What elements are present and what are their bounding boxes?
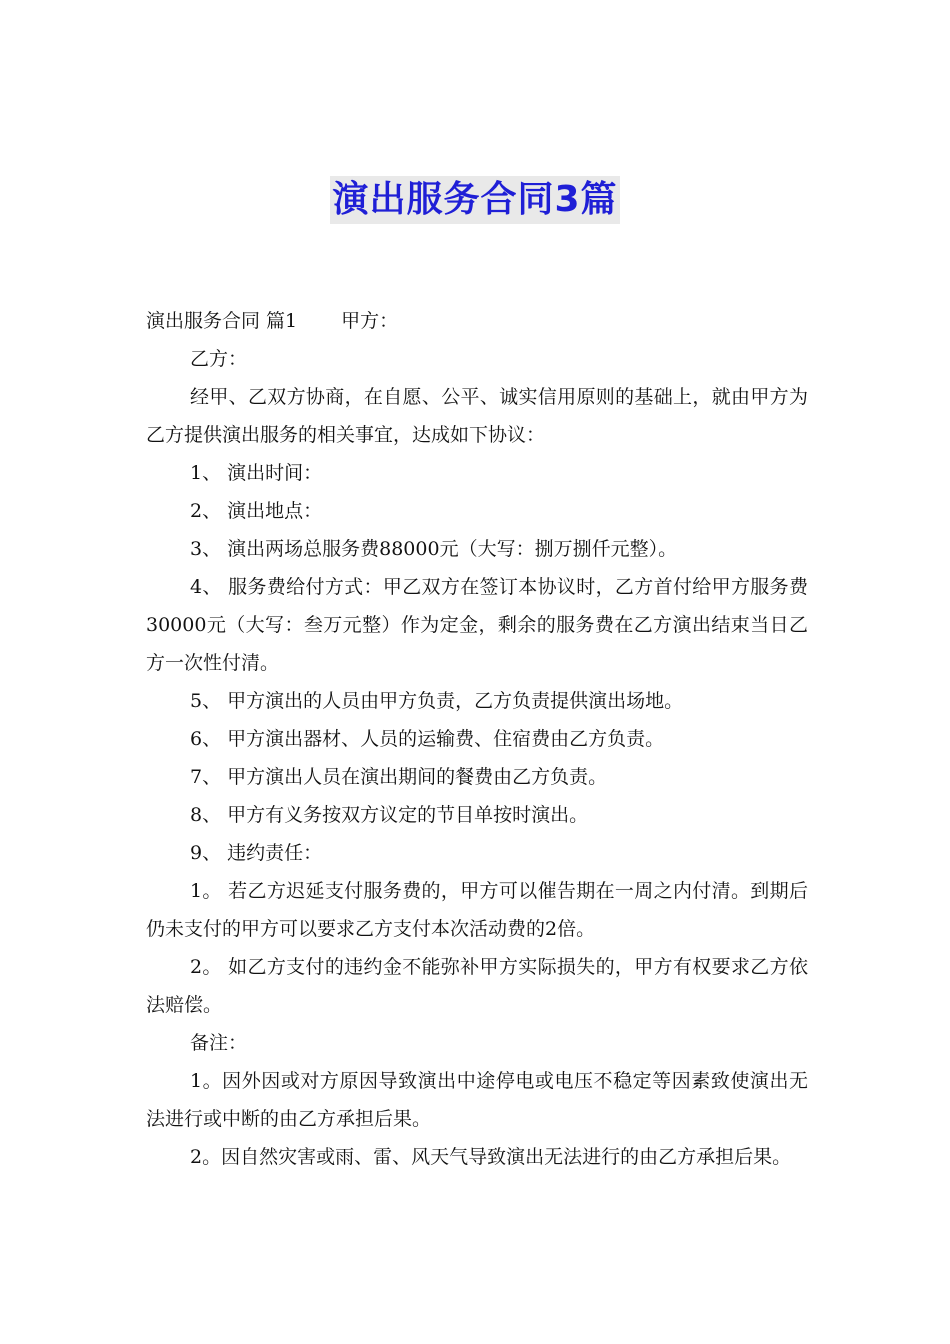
- clause-2: 2、 演出地点：: [190, 500, 323, 522]
- clause-8: 8、 甲方有义务按双方议定的节目单按时演出。: [190, 804, 589, 826]
- clause-5: 5、 甲方演出的人员由甲方负责，乙方负责提供演出场地。: [190, 690, 684, 712]
- title-wrap: [0, 176, 950, 224]
- clause-4: 4、 服务费给付方式：甲乙双方在签订本协议时，乙方首付给甲方服务费30000元（大写：叁万元整）作为定金，剩余的服务费在乙方演出结束当日乙方一次性付清。: [146, 576, 808, 674]
- remark-1: 1。因外因或对方原因导致演出中途停电或电压不稳定等因素致使演出无法进行或中断的由乙方承担后果。: [146, 1070, 808, 1130]
- clause-6: 6、 甲方演出器材、人员的运输费、住宿费由乙方负责。: [190, 728, 665, 750]
- clause-9: 9、 违约责任：: [190, 842, 323, 864]
- clause-1: 1、 演出时间：: [190, 462, 323, 484]
- clause-7: 7、 甲方演出人员在演出期间的餐费由乙方负责。: [190, 766, 608, 788]
- liability-2: 2。 如乙方支付的违约金不能弥补甲方实际损失的，甲方有权要求乙方依法赔偿。: [146, 956, 808, 1016]
- heading-line: [146, 302, 808, 340]
- paragraph-intro: 经甲、乙双方协商，在自愿、公平、诚实信用原则的基础上，就由甲方为乙方提供演出服务的相关事宜，达成如下协议：: [146, 386, 808, 446]
- party-a-label: 甲方：: [341, 310, 399, 332]
- document-title: 演出服务合同3篇: [330, 176, 619, 224]
- paragraph-party-b: 乙方：: [190, 348, 248, 370]
- liability-1: 1。 若乙方迟延支付服务费的，甲方可以催告期在一周之内付清。到期后仍未支付的甲方可以要求乙方支付本次活动费的2倍。: [146, 880, 808, 940]
- remarks-label: 备注：: [190, 1032, 248, 1054]
- section-label: 演出服务合同 篇1: [146, 310, 298, 332]
- document-body: [146, 302, 808, 1176]
- clause-3: 3、 演出两场总服务费88000元（大写：捌万捌仟元整）。: [190, 538, 678, 560]
- remark-2: 2。因自然灾害或雨、雷、风天气导致演出无法进行的由乙方承担后果。: [190, 1146, 792, 1168]
